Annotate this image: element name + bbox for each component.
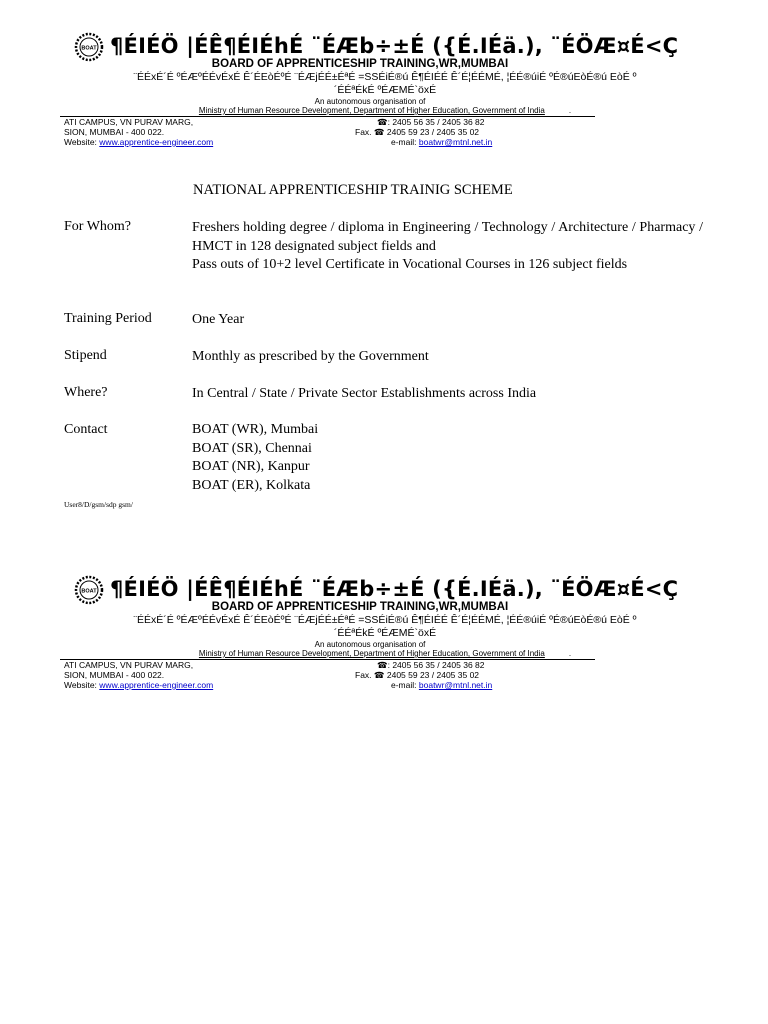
hindi-title: ¶ÉIÉÖ |ÉÊ¶ÉIÉhÉ ¨ÉÆb÷±É ({É.IÉä.), ¨ÉÖÆ¤É<Ç: [110, 34, 679, 58]
website-link[interactable]: www.apprentice-engineer.com: [99, 680, 214, 690]
email-link[interactable]: boatwr@mtnl.net.in: [418, 680, 493, 690]
website-label: Website:: [64, 680, 97, 690]
logo-text: BOAT: [81, 588, 97, 595]
fax-label: Fax. ☎: [355, 670, 385, 680]
contact-item: BOAT (SR), Chennai: [192, 440, 312, 456]
email-label: e-mail:: [391, 137, 417, 147]
ministry-trail: .: [568, 649, 572, 658]
hindi-title: ¶ÉIÉÖ |ÉÊ¶ÉIÉhÉ ¨ÉÆb÷±É ({É.IÉä.), ¨ÉÖÆ¤É<Ç: [110, 577, 679, 601]
address-line-2: SION, MUMBAI - 400 022.: [64, 127, 165, 137]
phone-value: 2405 56 35 / 2405 36 82: [392, 117, 485, 127]
logo-text: BOAT: [81, 45, 97, 52]
contact-item: BOAT (NR), Kanpur: [192, 459, 310, 474]
contact-list: [192, 421, 703, 495]
website-row: [64, 680, 213, 690]
hindi-line-1: ¨ÉÉxÉ´É ºÉÆºÉÉvÉxÉ Ê´ÉEòÉºÉ ¨ÉÆjÉÉ±ÉªÉ =SSÉiÉ®ú Ê¶ÉIÉÉ Ê´É¦ÉÉMÉ, ¦ÉÉ®úiÉ ºÉ®úEòÉ®ú EòÉ º: [133, 71, 637, 83]
where-label: Where?: [64, 385, 108, 400]
ministry-text: [60, 649, 710, 658]
contact-item: BOAT (ER), Kolkata: [192, 477, 311, 493]
scheme-title: NATIONAL APPRENTICESHIP TRAINIG SCHEME: [193, 182, 513, 198]
phone-label: ☎:: [377, 660, 390, 670]
website-row: [64, 137, 213, 147]
address-line-2: SION, MUMBAI - 400 022.: [64, 670, 165, 680]
training-period-value: One Year: [192, 312, 245, 327]
file-path: User8/D/gsm/sdp gsm/: [64, 500, 133, 509]
fax-value: 2405 59 23 / 2405 35 02: [386, 127, 480, 137]
hindi-line-2: ´ÉÉªÉkÉ ºÉÆMÉ`öxÉ: [333, 627, 437, 639]
address-line-1: ATI CAMPUS, VN PURAV MARG,: [64, 117, 194, 127]
for-whom-text-2: Pass outs of 10+2 level Certificate in Vocational Courses in 126 subject fields: [192, 257, 628, 272]
fax-label: Fax. ☎: [355, 127, 385, 137]
email-link[interactable]: boatwr@mtnl.net.in: [418, 137, 493, 147]
phone-value: 2405 56 35 / 2405 36 82: [392, 660, 485, 670]
ministry-text: [60, 106, 710, 115]
autonomous-text: An autonomous organisation of: [314, 640, 426, 649]
training-period-label: Training Period: [64, 311, 152, 326]
ministry-name: Ministry of Human Resource Development, Department of Higher Education, Government of India: [198, 649, 545, 658]
stipend-label: Stipend: [64, 348, 107, 363]
board-name: BOARD OF APPRENTICESHIP TRAINING,WR,MUMBAI: [211, 58, 509, 70]
autonomous-text: An autonomous organisation of: [314, 97, 426, 106]
contact-label: Contact: [64, 422, 108, 437]
where-value: In Central / State / Private Sector Establishments across India: [192, 386, 537, 401]
for-whom-text-1: Freshers holding degree / diploma in Engineering / Technology / Architecture / Pharmacy / HMCT in 128 designated subject fields and: [192, 220, 703, 254]
ministry-name: Ministry of Human Resource Development, Department of Higher Education, Government of India: [198, 106, 545, 115]
email-row: [391, 680, 492, 690]
contact-item: BOAT (WR), Mumbai: [192, 422, 319, 437]
website-link[interactable]: www.apprentice-engineer.com: [99, 137, 214, 147]
email-row: [391, 137, 492, 147]
email-label: e-mail:: [391, 680, 417, 690]
website-label: Website:: [64, 137, 97, 147]
address-line-1: ATI CAMPUS, VN PURAV MARG,: [64, 660, 194, 670]
stipend-value: Monthly as prescribed by the Government: [192, 349, 429, 364]
phone-label: ☎:: [377, 117, 390, 127]
for-whom-label: For Whom?: [64, 219, 132, 234]
fax-value: 2405 59 23 / 2405 35 02: [386, 670, 480, 680]
hindi-line-1: ¨ÉÉxÉ´É ºÉÆºÉÉvÉxÉ Ê´ÉEòÉºÉ ¨ÉÆjÉÉ±ÉªÉ =SSÉiÉ®ú Ê¶ÉIÉÉ Ê´É¦ÉÉMÉ, ¦ÉÉ®úiÉ ºÉ®úEòÉ®ú EòÉ º: [133, 614, 637, 626]
hindi-line-2: ´ÉÉªÉkÉ ºÉÆMÉ`öxÉ: [333, 84, 437, 96]
ministry-trail: .: [568, 106, 572, 115]
board-name: BOARD OF APPRENTICESHIP TRAINING,WR,MUMBAI: [211, 601, 509, 613]
